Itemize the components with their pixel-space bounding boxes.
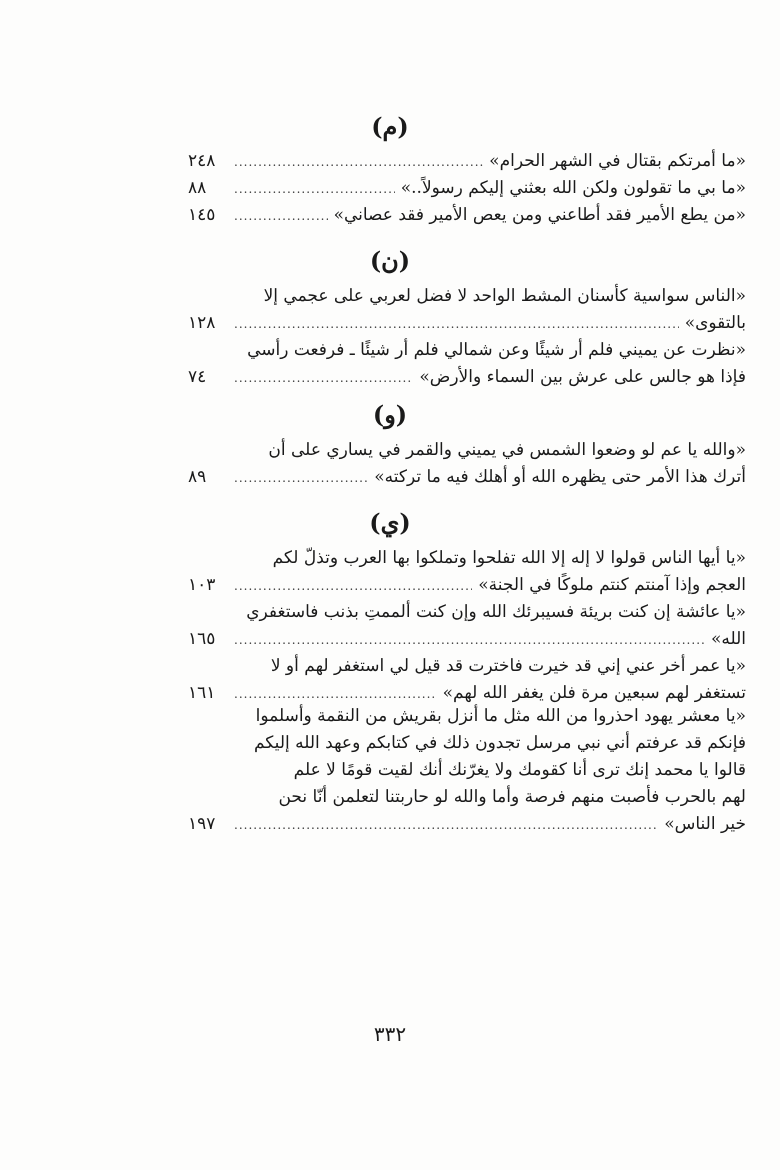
section-heading-mim: (م) <box>371 112 409 141</box>
entry-page-number: ١٠٣ <box>188 575 216 595</box>
entry-text: قالوا يا محمد إنك ترى أنا كقومك ولا يغرّنك أنك لقيت قومًا لا علم <box>293 760 746 780</box>
entry-text: فإنكم قد عرفتم أني نبي مرسل تجدون ذلك في كتابكم وعهد الله إليكم <box>253 733 746 753</box>
entry-line <box>188 310 746 337</box>
entry-text: تستغفر لهم سبعين مرة فلن يغفر الله لهم» <box>442 683 746 703</box>
entry-line <box>188 337 746 364</box>
entry-text: «يا معشر يهود احذروا من الله مثل ما أنزل بقريش من النقمة وأسلموا <box>255 706 746 726</box>
entry-text: «يا عائشة إن كنت بريئة فسيبرئك الله وإن كنت ألممتِ بذنب فاستغفري <box>246 602 746 622</box>
entry-text: بالتقوى» <box>684 313 746 333</box>
entry-line <box>188 283 746 310</box>
entry-line <box>188 202 746 229</box>
entry-text: العجم وإذا آمنتم كنتم ملوكًا في الجنة» <box>478 575 746 595</box>
index-entry <box>188 599 746 653</box>
entry-text: «من يطع الأمير فقد أطاعني ومن يعص الأمير فقد عصاني» <box>333 205 746 225</box>
section-heading-waw: (و) <box>372 400 408 429</box>
entry-line <box>188 175 746 202</box>
entry-line <box>188 545 746 572</box>
entry-page-number: ١٩٧ <box>188 814 216 834</box>
entry-text: «الناس سواسية كأسنان المشط الواحد لا فضل لعربي على عجمي إلا <box>263 286 746 306</box>
index-entry <box>188 283 746 337</box>
entry-text: «ما أمرتكم بقتال في الشهر الحرام» <box>489 151 746 171</box>
entry-line <box>188 464 746 491</box>
entry-line <box>188 572 746 599</box>
entry-page-number: ٧٤ <box>188 367 207 387</box>
dot-leader <box>234 465 368 491</box>
entry-page-number: ٨٩ <box>188 467 207 487</box>
index-entry <box>188 545 746 599</box>
entry-text: لهم بالحرب فأصبت منهم فرصة وأما والله لو حاربتنا لتعلمن أنّا نحن <box>278 787 746 807</box>
dot-leader <box>234 573 472 599</box>
dot-leader <box>234 627 705 653</box>
entry-page-number: ١٤٥ <box>188 205 216 225</box>
index-entry <box>188 703 746 838</box>
entry-line <box>188 148 746 175</box>
entry-line <box>188 364 746 391</box>
entry-text: «ما بي ما تقولون ولكن الله بعثني إليكم رسولاً..» <box>400 178 746 198</box>
dot-leader <box>234 149 483 175</box>
dot-leader <box>234 365 413 391</box>
dot-leader <box>234 812 658 838</box>
entry-line <box>188 784 746 811</box>
entry-line <box>188 811 746 838</box>
entry-page-number: ٨٨ <box>188 178 207 198</box>
entry-line <box>188 437 746 464</box>
index-entry <box>188 653 746 707</box>
entry-page-number: ١٢٨ <box>188 313 216 333</box>
entry-text: «والله يا عم لو وضعوا الشمس في يميني والقمر في يساري على أن <box>268 440 746 460</box>
dot-leader <box>234 311 679 337</box>
entry-page-number: ١٦٥ <box>188 629 216 649</box>
entry-line <box>188 730 746 757</box>
entry-line <box>188 703 746 730</box>
entry-text: أترك هذا الأمر حتى يظهره الله أو أهلك فيه ما تركته» <box>374 467 746 487</box>
entry-page-number: ٢٤٨ <box>188 151 216 171</box>
index-entry <box>188 337 746 391</box>
entry-line <box>188 653 746 680</box>
entry-line <box>188 757 746 784</box>
index-entry <box>188 202 746 229</box>
entry-text: «يا عمر أخر عني إني قد خيرت فاخترت قد قيل لي استغفر لهم أو لا <box>270 656 746 676</box>
entry-line <box>188 599 746 626</box>
dot-leader <box>234 176 395 202</box>
entry-text: خير الناس» <box>664 814 746 834</box>
page-number: ٣٣٢ <box>373 1022 407 1046</box>
entry-line <box>188 626 746 653</box>
dot-leader <box>234 203 328 229</box>
index-entry <box>188 437 746 491</box>
index-entry <box>188 148 746 175</box>
entry-text: فإذا هو جالس على عرش بين السماء والأرض» <box>419 367 746 387</box>
entry-text: «نظرت عن يميني فلم أر شيئًا وعن شمالي فلم أر شيئًا ـ فرفعت رأسي <box>247 340 746 360</box>
section-heading-ya: (ي) <box>369 508 411 537</box>
section-heading-nun: (ن) <box>369 246 411 275</box>
entry-text: «يا أيها الناس قولوا لا إله إلا الله تفلحوا وتملكوا بها العرب وتذلّ لكم <box>272 548 746 568</box>
entry-text: الله» <box>710 629 746 649</box>
index-entry <box>188 175 746 202</box>
entry-page-number: ١٦١ <box>188 683 216 703</box>
